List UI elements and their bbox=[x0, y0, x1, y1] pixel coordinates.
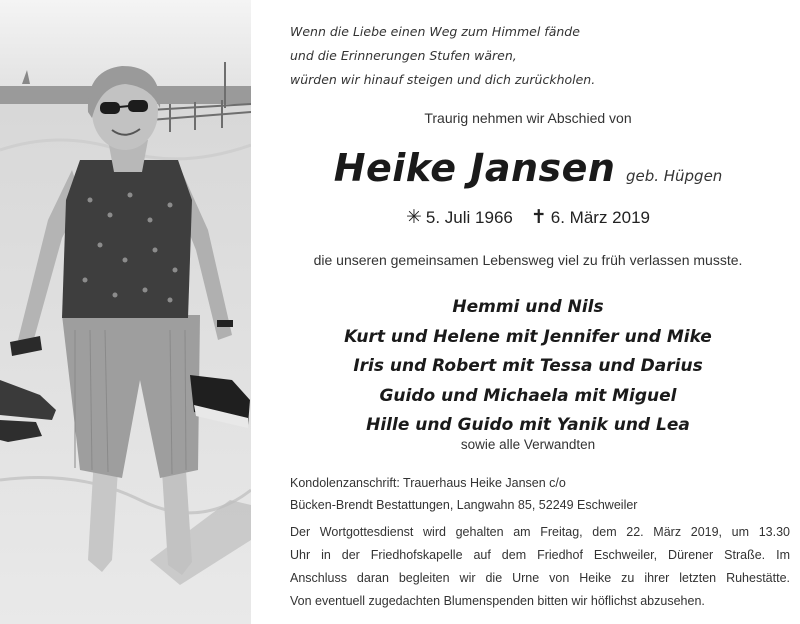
poem-line: und die Erinnerungen Stufen wären, bbox=[290, 48, 517, 63]
deceased-name: Heike Jansen bbox=[333, 146, 616, 190]
death-date: 6. März 2019 bbox=[550, 208, 651, 227]
address-line: Kondolenzanschrift: Trauerhaus Heike Jansen c/o bbox=[290, 476, 566, 490]
service-line: Der Wortgottesdienst wird gehalten am Freitag, dem 22. März 2019, um 13.30 bbox=[290, 525, 790, 539]
portrait-illustration bbox=[0, 0, 251, 624]
death-cross-icon: ✝ bbox=[530, 207, 547, 228]
mourner-entry: Hemmi und Nils bbox=[452, 297, 604, 317]
mourners-list bbox=[262, 293, 794, 441]
mourner-entry: Hille und Guido mit Yanik und Lea bbox=[366, 415, 690, 435]
portrait-photo bbox=[0, 0, 251, 624]
condolence-address bbox=[290, 472, 730, 516]
birth-star-icon: ✳ bbox=[405, 207, 422, 228]
service-info bbox=[290, 521, 790, 613]
mourner-entry: Kurt und Helene mit Jennifer und Mike bbox=[344, 326, 712, 347]
service-line: Von eventuell zugedachten Blumenspenden bitten wir höflichst abzusehen. bbox=[290, 594, 705, 608]
service-line: Anschluss daran begleiten wir die Urne von Heike zu ihrer letzten Ruhestätte. bbox=[290, 571, 790, 585]
life-dates bbox=[262, 206, 794, 229]
subline: die unseren gemeinsamen Lebensweg viel zu früh verlassen musste. bbox=[313, 252, 743, 268]
relatives-line: sowie alle Verwandten bbox=[460, 437, 596, 452]
birth-date: 5. Juli 1966 bbox=[425, 208, 513, 227]
mourner-entry: Guido und Michaela mit Miguel bbox=[379, 385, 677, 406]
maiden-name: geb. Hüpgen bbox=[625, 167, 723, 185]
name-line bbox=[262, 146, 794, 190]
poem-line: würden wir hinauf steigen und dich zurückholen. bbox=[290, 72, 596, 87]
poem-line: Wenn die Liebe einen Weg zum Himmel fände bbox=[290, 24, 580, 39]
service-line: Uhr in der Friedhofskapelle auf dem Friedhof Eschweiler, Dürener Straße. Im bbox=[290, 548, 790, 562]
address-line: Bücken-Brendt Bestattungen, Langwahn 85, 52249 Eschweiler bbox=[290, 498, 638, 512]
poem bbox=[290, 20, 610, 92]
intro-text: Traurig nehmen wir Abschied von bbox=[424, 110, 632, 126]
mourner-entry: Iris und Robert mit Tessa und Darius bbox=[353, 356, 703, 376]
